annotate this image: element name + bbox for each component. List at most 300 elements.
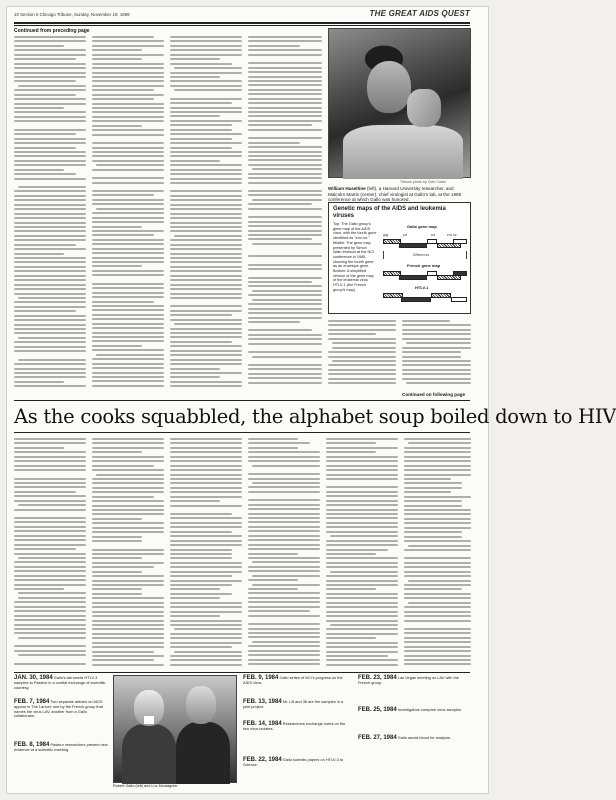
- text-line: [402, 364, 471, 366]
- text-line: [92, 63, 164, 65]
- text-line: [248, 111, 322, 113]
- text-line: [92, 217, 164, 219]
- text-line: [402, 320, 450, 322]
- text-line: [92, 190, 164, 192]
- text-line: [14, 628, 86, 630]
- text-line: [170, 204, 242, 206]
- text-line: [170, 111, 242, 113]
- text-line: [248, 382, 322, 384]
- text-line: [404, 593, 471, 595]
- text-line: [14, 491, 76, 493]
- text-line: [248, 530, 320, 532]
- text-line: [248, 221, 322, 223]
- text-line: [326, 611, 398, 613]
- text-line: [96, 474, 164, 476]
- text-line: [14, 442, 86, 444]
- text-line: [92, 103, 164, 105]
- text-line: [14, 45, 64, 47]
- text-line: [170, 182, 242, 184]
- text-line: [248, 155, 322, 157]
- text-line: [248, 285, 322, 287]
- text-line: [92, 72, 164, 74]
- timeline-entry: FEB. 23, 1984 Las Vegas meeting on LAV with the French group.: [358, 675, 459, 685]
- text-line: [248, 659, 320, 661]
- text-line: [408, 442, 471, 444]
- text-line: [170, 522, 242, 524]
- text-line: [170, 328, 242, 330]
- text-line: [92, 120, 164, 122]
- text-line: [14, 301, 86, 303]
- text-line: [406, 382, 471, 384]
- text-line: [332, 360, 396, 362]
- text-line: [92, 442, 164, 444]
- text-line: [170, 314, 232, 316]
- text-line: [92, 482, 164, 484]
- text-line: [92, 633, 164, 635]
- text-line: [96, 208, 164, 210]
- text-line: [404, 650, 471, 652]
- text-line: [248, 508, 320, 510]
- text-line: [92, 469, 164, 471]
- text-line: [170, 460, 242, 462]
- text-line: [170, 261, 242, 263]
- text-line: [92, 478, 164, 480]
- sidebar-column-2: [92, 438, 164, 670]
- text-line: [170, 72, 242, 74]
- text-line: [170, 124, 232, 126]
- text-line: [14, 376, 86, 378]
- text-line: [248, 548, 320, 550]
- text-line: [174, 235, 242, 237]
- text-line: [330, 535, 398, 537]
- text-line: [174, 89, 242, 91]
- text-line: [14, 659, 86, 663]
- text-line: [170, 372, 242, 374]
- text-line: [14, 107, 64, 109]
- text-line: [326, 575, 398, 577]
- text-line: [92, 125, 142, 127]
- text-line: [404, 632, 471, 634]
- text-line: [14, 645, 86, 647]
- headline-rule-top: [14, 400, 470, 401]
- text-line: [14, 624, 86, 626]
- text-line: [92, 239, 164, 241]
- text-line: [252, 290, 322, 292]
- gene-segment: [427, 271, 437, 276]
- sidebar-column-1: [14, 438, 86, 670]
- text-line: [170, 195, 242, 197]
- text-line: [18, 557, 86, 559]
- text-line: [404, 575, 471, 577]
- text-line: [402, 373, 471, 375]
- text-line: [14, 469, 86, 471]
- gene-segment: [427, 239, 437, 244]
- text-line: [404, 513, 471, 515]
- text-line: [14, 199, 86, 201]
- text-line: [170, 80, 242, 82]
- text-line: [14, 478, 86, 480]
- text-line: [170, 332, 242, 334]
- text-line: [326, 628, 398, 630]
- text-line: [14, 36, 86, 38]
- text-line: [92, 261, 164, 263]
- text-line: [14, 288, 86, 290]
- text-line: [14, 253, 64, 255]
- text-line: [248, 264, 322, 266]
- text-line: [92, 265, 142, 267]
- text-line: [170, 115, 220, 117]
- text-line: [92, 593, 142, 595]
- headline-rule-bottom: [14, 432, 470, 433]
- french-map-label: French gene map: [407, 263, 441, 268]
- text-line: [248, 456, 320, 458]
- text-line: [92, 212, 164, 214]
- text-line: [404, 487, 462, 489]
- text-line: [248, 478, 320, 480]
- text-line: [18, 592, 86, 594]
- text-line: [248, 588, 298, 590]
- text-line: [14, 63, 86, 65]
- text-line: [326, 513, 398, 515]
- text-line: [170, 491, 242, 493]
- text-line: [252, 641, 320, 643]
- header-rule-thin: [14, 25, 470, 26]
- text-line: [326, 602, 398, 604]
- text-line: [14, 133, 76, 135]
- text-line: [14, 226, 86, 228]
- text-line: [92, 620, 164, 622]
- text-line: [404, 469, 471, 471]
- text-line: [326, 486, 398, 488]
- text-line: [92, 602, 164, 604]
- photo-credit: Tribune photo by Ovie Carter: [400, 180, 447, 184]
- text-line: [252, 243, 322, 245]
- page-header: [14, 10, 470, 22]
- text-line: [326, 549, 388, 551]
- text-line: [92, 94, 164, 96]
- text-line: [170, 102, 232, 104]
- text-line: [170, 526, 242, 528]
- text-line: [170, 244, 242, 246]
- text-line: [326, 517, 398, 519]
- text-line: [14, 89, 86, 91]
- text-line: [406, 342, 471, 344]
- text-line: [248, 317, 322, 319]
- text-line: [170, 284, 242, 286]
- text-line: [170, 482, 242, 484]
- text-line: [18, 85, 86, 87]
- text-line: [92, 615, 164, 617]
- text-line: [170, 169, 242, 171]
- text-line: [170, 602, 242, 604]
- article-column-6: [402, 320, 471, 388]
- text-line: [170, 620, 242, 622]
- text-line: [248, 338, 322, 340]
- text-line: [248, 438, 298, 440]
- text-line: [92, 345, 142, 347]
- text-line: [92, 194, 154, 196]
- text-line: [92, 367, 164, 369]
- text-line: [248, 159, 322, 161]
- text-line: [92, 655, 164, 657]
- text-line: [92, 540, 142, 542]
- text-line: [248, 570, 320, 572]
- text-line: [170, 359, 242, 361]
- text-line: [92, 588, 142, 590]
- text-line: [404, 465, 471, 467]
- text-line: [326, 659, 398, 661]
- text-line: [14, 601, 86, 603]
- text-line: [14, 610, 86, 612]
- text-line: [330, 571, 398, 573]
- text-line: [248, 504, 320, 506]
- text-line: [248, 597, 320, 599]
- timeline-entry: FEB. 25, 1984 Investigators compare virus samples.: [358, 707, 463, 713]
- text-line: [92, 491, 164, 493]
- text-line: [326, 544, 398, 546]
- text-line: [170, 465, 242, 467]
- text-line: [92, 305, 164, 307]
- text-line: [248, 334, 322, 336]
- text-line: [92, 522, 164, 524]
- text-line: [14, 474, 86, 478]
- differences-label: Differences: [413, 253, 430, 257]
- text-line: [92, 451, 142, 453]
- text-line: [408, 545, 471, 547]
- text-line: [248, 54, 322, 56]
- text-line: [170, 544, 242, 546]
- text-line: [248, 517, 320, 519]
- text-line: [326, 664, 398, 666]
- text-line: [92, 340, 164, 342]
- text-line: [404, 571, 471, 573]
- text-line: [92, 385, 164, 387]
- text-line: [404, 549, 471, 551]
- text-line: [248, 273, 322, 277]
- text-line: [14, 76, 86, 78]
- text-line: [14, 204, 86, 206]
- text-line: [170, 557, 232, 559]
- text-line: [326, 615, 398, 617]
- text-line: [92, 460, 164, 462]
- text-line: [92, 327, 164, 329]
- timeline-entry: FEB. 14, 1984 Researchers exchange notes on the two virus isolates.: [243, 721, 346, 731]
- text-line: [14, 368, 86, 370]
- text-line: [404, 522, 471, 524]
- text-line: [14, 350, 86, 352]
- continued-next-label: Continued on following page: [402, 392, 466, 397]
- text-line: [14, 151, 86, 153]
- text-line: [248, 491, 320, 493]
- text-line: [326, 540, 398, 542]
- text-line: [404, 496, 471, 498]
- text-line: [248, 663, 320, 665]
- text-line: [92, 376, 164, 378]
- text-line: [92, 67, 164, 69]
- text-line: [404, 474, 471, 476]
- text-line: [14, 517, 86, 519]
- text-line: [248, 225, 322, 227]
- text-line: [92, 155, 164, 157]
- text-line: [402, 356, 461, 358]
- text-line: [170, 239, 242, 241]
- gene-segment: [431, 293, 451, 298]
- text-line: [14, 111, 86, 113]
- text-line: [248, 654, 320, 656]
- text-line: [170, 279, 242, 281]
- text-line: [326, 588, 376, 590]
- text-line: [14, 257, 86, 259]
- text-line: [14, 319, 86, 321]
- text-line: [170, 341, 232, 343]
- text-line: [14, 72, 86, 74]
- text-line: [404, 659, 471, 661]
- text-line: [404, 478, 451, 480]
- text-line: [248, 447, 298, 449]
- text-line: [92, 142, 164, 144]
- text-line: [248, 230, 322, 232]
- text-line: [92, 363, 164, 365]
- article-column-1: [14, 36, 86, 392]
- text-line: [170, 496, 242, 498]
- text-line: [326, 620, 398, 622]
- text-line: [248, 234, 322, 236]
- text-line: [92, 496, 154, 498]
- text-line: [248, 329, 312, 331]
- text-line: [92, 111, 164, 113]
- text-line: [170, 646, 232, 648]
- text-line: [248, 650, 320, 652]
- text-line: [170, 549, 232, 551]
- text-line: [92, 257, 164, 259]
- text-line: [170, 253, 242, 255]
- text-line: [170, 442, 242, 444]
- text-line: [326, 504, 398, 506]
- text-line: [328, 329, 396, 331]
- text-line: [248, 610, 310, 612]
- text-line: [404, 460, 471, 462]
- gene-segment: [399, 275, 427, 280]
- text-line: [326, 495, 398, 497]
- text-line: [14, 451, 86, 453]
- text-line: [92, 169, 164, 171]
- text-line: [92, 323, 164, 325]
- text-line: [170, 553, 232, 555]
- text-line: [170, 76, 220, 78]
- text-line: [14, 58, 76, 60]
- text-line: [170, 160, 220, 162]
- text-line: [248, 628, 320, 630]
- text-line: [14, 447, 64, 449]
- text-line: [248, 62, 322, 64]
- text-line: [170, 58, 220, 60]
- text-line: [404, 505, 462, 507]
- text-line: [92, 584, 164, 586]
- text-line: [14, 54, 86, 56]
- text-line: [404, 562, 471, 564]
- text-line: [92, 252, 164, 254]
- text-line: [404, 527, 471, 529]
- text-line: [14, 606, 86, 608]
- text-line: [170, 474, 242, 476]
- text-line: [14, 381, 64, 383]
- text-line: [92, 182, 164, 184]
- text-line: [326, 646, 398, 648]
- text-line: [14, 178, 86, 180]
- text-line: [92, 637, 164, 639]
- text-line: [248, 255, 322, 257]
- text-line: [170, 633, 242, 635]
- text-line: [248, 544, 320, 546]
- text-line: [402, 329, 471, 331]
- text-line: [170, 155, 242, 157]
- text-line: [170, 138, 232, 140]
- text-line: [248, 124, 312, 126]
- text-line: [328, 324, 396, 326]
- sidebar-column-5: [326, 438, 398, 670]
- text-line: [170, 336, 242, 338]
- text-line: [248, 203, 312, 205]
- text-line: [92, 134, 164, 136]
- text-line: [328, 378, 396, 380]
- text-line: [92, 513, 164, 515]
- text-line: [170, 535, 242, 537]
- text-line: [170, 487, 242, 489]
- text-line: [170, 142, 242, 144]
- gallo-map-label: Gallo gene map: [407, 224, 437, 229]
- text-line: [248, 89, 322, 91]
- text-line: [248, 312, 322, 314]
- text-line: [14, 553, 86, 555]
- text-line: [170, 147, 232, 149]
- text-line: [326, 593, 398, 595]
- text-line: [170, 562, 242, 564]
- text-line: [14, 94, 76, 96]
- text-line: [248, 473, 320, 475]
- text-line: [170, 659, 242, 661]
- series-title: THE GREAT AIDS QUEST: [369, 9, 470, 18]
- text-line: [18, 359, 86, 361]
- text-line: [14, 570, 86, 572]
- text-line: [14, 632, 86, 634]
- text-line: [328, 369, 396, 371]
- text-line: [92, 646, 164, 648]
- text-line: [174, 628, 242, 630]
- text-line: [14, 328, 86, 330]
- text-line: [170, 664, 242, 666]
- text-line: [248, 71, 322, 73]
- text-line: [174, 323, 242, 325]
- text-line: [14, 385, 86, 387]
- text-line: [248, 93, 322, 95]
- text-line: [170, 350, 242, 352]
- researchers-photo: [328, 28, 471, 178]
- text-line: [14, 372, 86, 374]
- continued-label: Continued from preceding page: [14, 28, 90, 34]
- text-line: [170, 354, 242, 356]
- text-line: [18, 337, 86, 339]
- text-line: [170, 655, 242, 657]
- text-line: [170, 500, 220, 502]
- text-line: [326, 522, 398, 524]
- text-line: [14, 129, 86, 131]
- text-line: [92, 98, 154, 100]
- text-line: [14, 116, 86, 118]
- text-line: [18, 297, 86, 299]
- text-line: [14, 248, 86, 250]
- text-line: [404, 606, 471, 608]
- text-line: [402, 351, 461, 353]
